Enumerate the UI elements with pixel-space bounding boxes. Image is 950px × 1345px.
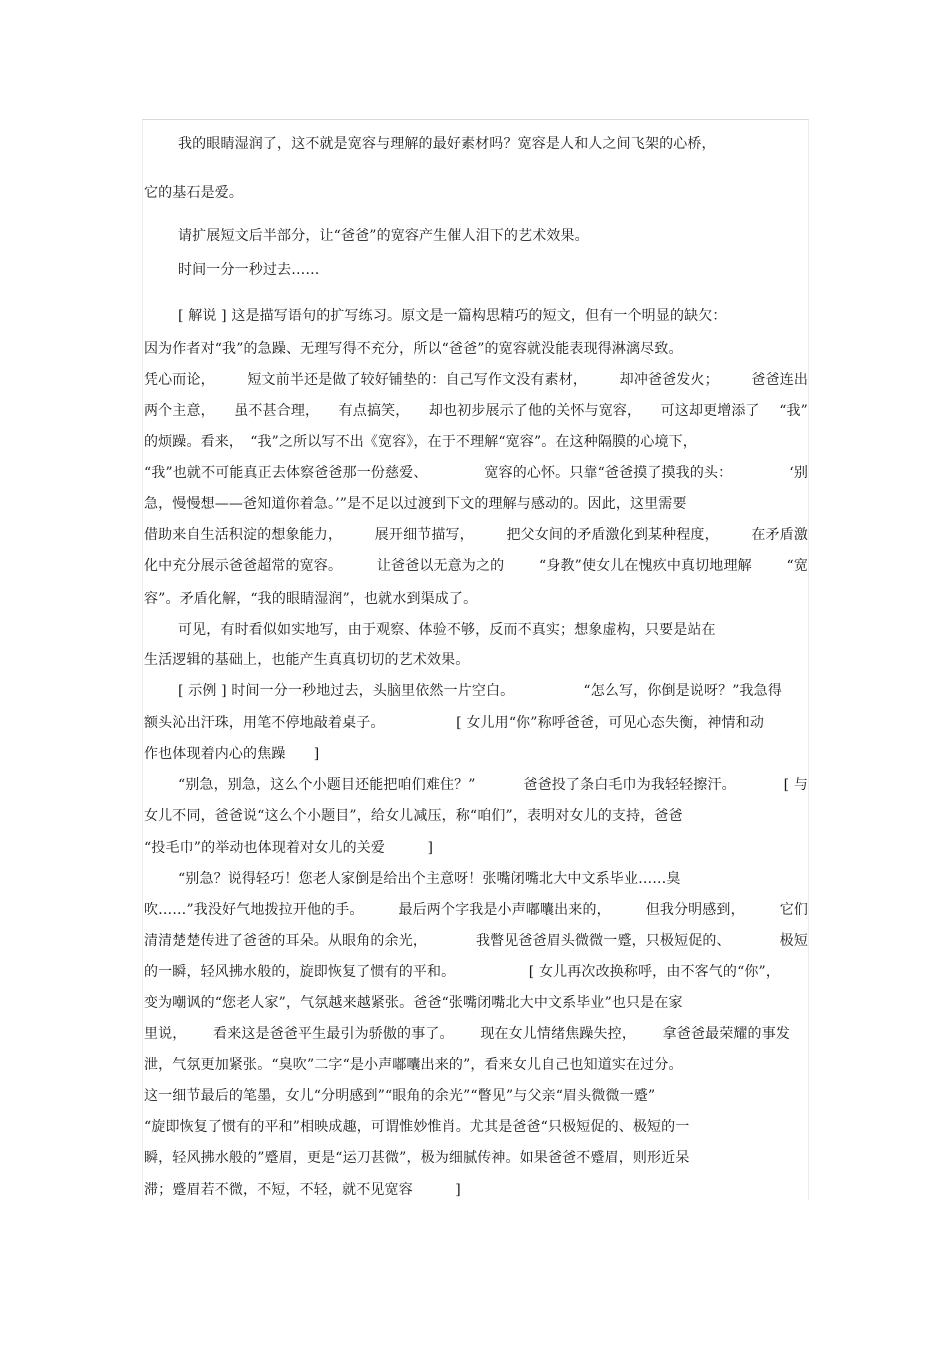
text-segment: “怎么写，你倒是说呀？”我急得 [583,683,782,699]
text-segment: 凭心而论， [144,372,215,388]
text-line [178,681,782,701]
text-segment: ‘别 [789,465,808,481]
text-line [144,401,808,421]
text-segment: 虽不甚合理， [234,403,320,419]
text-segment: 爸爸连出 [751,372,808,388]
text-segment: 但我分明感到， [645,902,745,918]
text-segment: “身教”使女儿在愧疚中真切地理解 [539,558,752,574]
text-segment: 可这却更增添了 [660,403,760,419]
text-segment: [ 女儿用“你”称呼爸爸，可见心态失衡，神情和动 [456,715,764,731]
text-line: [ 解说 ] 这是描写语句的扩写练习。原文是一篇构思精巧的短文，但有一个明显的缺欠： [178,308,727,324]
text-line: 这一细节最后的笔墨，女儿“分明感到”“眼角的余光”“瞥见”与父亲“眉头微微一蹙” [144,1088,656,1104]
text-segment: 看来这是爸爸平生最引为骄傲的事了。 [213,1026,454,1042]
text-line: 它的基石是爱。 [144,185,244,201]
text-line: 我的眼睛湿润了，这不就是宽容与理解的最好素材吗？宽容是人和人之间飞架的心桥， [178,136,716,152]
text-line [144,525,808,545]
text-line: 作也体现着内心的焦躁 ] [144,746,320,762]
text-segment: 里说， [144,1026,187,1042]
text-line: 请扩展短文后半部分，让“爸爸”的宽容产生催人泪下的艺术效果。 [178,228,589,244]
text-line: 女儿不同，爸爸说“这么个小题目”，给女儿减压，称“咱们”，表明对女儿的支持，爸爸 [144,808,683,824]
text-line [144,900,808,920]
text-line [144,556,808,576]
text-line: 瞬，轻风拂水般的”蹙眉，更是“运刀甚微”，极为细腻传神。如果爸爸不蹙眉，则形近呆 [144,1150,690,1166]
text-segment: [ 女儿再次改换称呼，由不客气的“你”， [528,964,780,980]
text-segment: [ 与 [783,777,808,793]
text-line [144,713,764,733]
text-line [144,931,808,951]
text-segment: 化中充分展示爸爸超常的宽容。 [144,558,343,574]
text-line: 急，慢慢想——爸知道你着急。’”是不足以过渡到下文的理解与感动的。因此，这里需要 [144,496,687,512]
text-segment: 我瞥见爸爸眉头微微一蹙，只极短促的、 [475,933,731,949]
text-line: 滞；蹙眉若不微，不短，不轻，就不见宽容 ] [144,1182,461,1198]
text-segment: 现在女儿情绪焦躁失控， [480,1026,636,1042]
text-line [144,370,808,390]
text-segment: 有点搞笑， [338,403,410,419]
text-segment: “别急，别急，这么个小题目还能把咱们难住？” [178,777,476,793]
text-segment: 借助来自生活积淀的想象能力， [144,527,343,543]
text-line: 泄，气氛更加紧张。“臭吹”二字“是小声嘟囔出来的”，看来女儿自己也知道实在过分。 [144,1057,683,1073]
text-segment: 额头沁出汗珠，用笔不停地敲着桌子。 [144,715,385,731]
text-segment: 却也初步展示了他的关怀与宽容， [428,403,642,419]
text-segment: 的一瞬，轻风拂水般的，旋即恢复了惯有的平和。 [144,964,456,980]
text-line: 时间一分一秒过去…… [178,262,320,278]
text-segment: 却冲爸爸发火； [619,372,719,388]
text-line [144,463,808,483]
text-segment: 短文前半还是做了较好铺垫的：自己写作文没有素材， [247,372,588,388]
text-segment: “我” [779,403,808,419]
text-segment: 让爸爸以无意为之的 [376,558,505,574]
text-line [144,962,780,982]
text-segment: 拿爸爸最荣耀的事发 [662,1026,790,1042]
text-line [178,775,808,795]
text-segment: [ 示例 ] 时间一分一秒地过去，头脑里依然一片空白。 [178,683,515,699]
text-segment: 两个主意， [144,403,215,419]
text-segment: 爸爸投了条白毛巾为我轻轻擦汗。 [523,777,736,793]
text-line: 的烦躁。看来， “我”之所以写不出《宽容》，在于不理解“宽容”。在这种隔膜的心境下， [144,434,697,450]
text-segment: 清清楚楚传进了爸爸的耳朵。从眼角的余光， [144,933,427,949]
text-line: “投毛巾”的举动也体现着对女儿的关爱 ] [144,840,434,856]
text-line: 可见，有时看似如实地写，由于观察、体验不够，反而不真实；想象虚构，只要是站在 [178,622,716,638]
text-segment: “宽 [786,558,808,574]
text-line: “别急？说得轻巧！您老人家倒是给出个主意呀！张嘴闭嘴北大中文系毕业……臭 [178,871,681,887]
text-line: 生活逻辑的基础上，也能产生真真切切的艺术效果。 [144,652,470,668]
text-line [144,1024,790,1044]
text-segment: “我”也就不可能真正去体察爸爸那一份慈爱、 [144,465,428,481]
text-line: 容”。矛盾化解，“我的眼睛湿润”，也就水到渠成了。 [144,591,478,607]
text-segment: 在矛盾激 [751,527,808,543]
text-line: 变为嘲讽的“您老人家”，气氛越来越紧张。爸爸“张嘴闭嘴北大中文系毕业”也只是在家 [144,995,683,1011]
text-segment: 它们 [779,902,808,918]
text-line: “旋即恢复了惯有的平和”相映成趣，可谓惟妙惟肖。尤其是爸爸“只极短促的、极短的一 [144,1119,690,1135]
text-segment: 展开细节描写， [374,527,474,543]
text-segment: 宽容的心怀。只靠“爸爸摸了摸我的头： [484,465,733,481]
text-segment: 极短 [779,933,808,949]
text-segment: 把父女间的矛盾激化到某种程度， [506,527,719,543]
text-line: 因为作者对“我”的急躁、无理写得不充分，所以“爸爸”的宽容就没能表现得淋漓尽致。 [144,341,683,357]
text-segment: 最后两个字我是小声嘟囔出来的， [398,902,611,918]
text-segment: 吹……”我没好气地拨拉开他的手。 [144,902,364,918]
